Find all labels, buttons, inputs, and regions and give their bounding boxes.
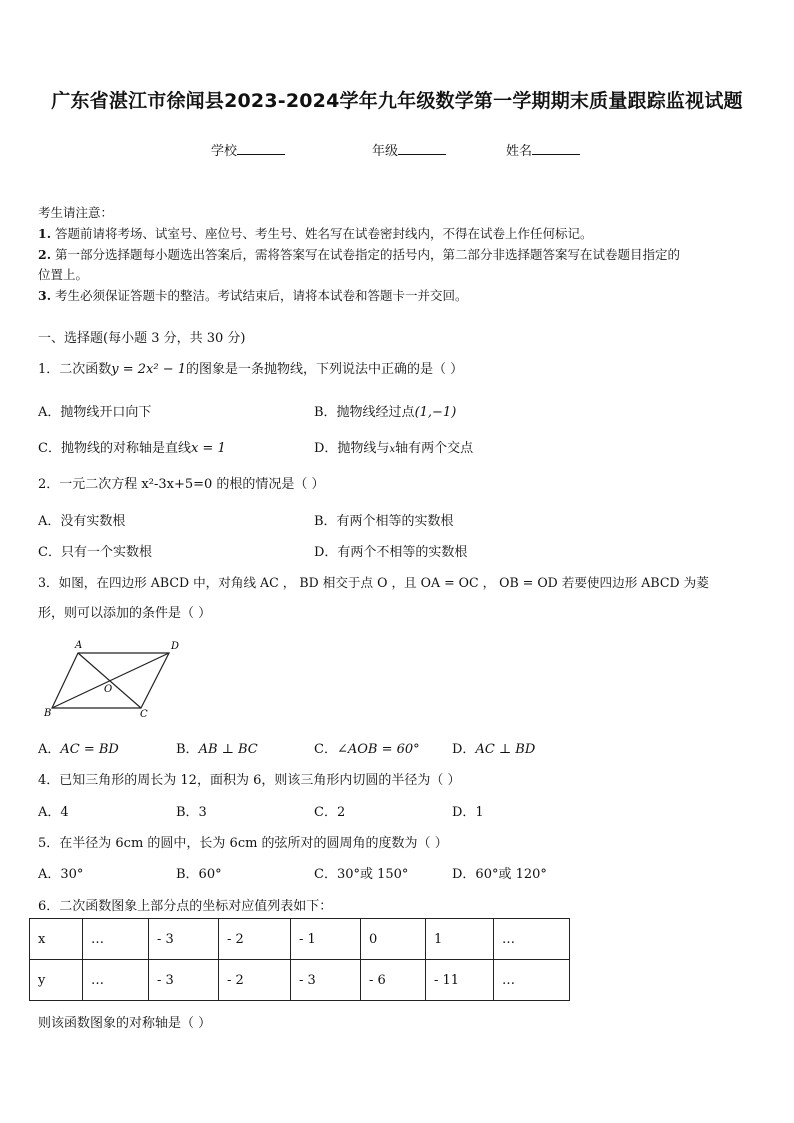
q1-stem-a: 1．二次函数 (38, 362, 112, 377)
q5-option-b: B．60° (176, 867, 222, 882)
notice-item-2 (38, 245, 680, 263)
q1-stem (38, 358, 463, 377)
table-cell: 1 (426, 919, 494, 960)
q6-stem: 6．二次函数图象上部分点的坐标对应值列表如下： (38, 899, 333, 914)
q3-option-c-pre: C． (314, 742, 337, 757)
name-field (506, 140, 580, 159)
table-cell: 0 (361, 919, 426, 960)
table-cell: - 3 (291, 960, 361, 1001)
name-blank (532, 141, 580, 155)
center-label-o: O (104, 684, 113, 695)
diagonal-bd (52, 653, 169, 708)
q3-option-b-math: AB ⊥ BC (198, 742, 258, 757)
q1-stem-b: 的图象是一条抛物线，下列说法中正确的是（ ） (186, 362, 464, 377)
q5-option-c: C．30°或 150° (314, 867, 409, 882)
q1-stem-math: y = 2x² − 1 (111, 362, 187, 377)
vertex-label-d: D (171, 641, 180, 652)
table-cell: … (494, 919, 570, 960)
q3-option-d (452, 738, 535, 757)
q5-option-d: D．60°或 120° (452, 867, 547, 882)
q5-stem: 5．在半径为 6cm 的圆中，长为 6cm 的弦所对的圆周角的度数为（ ） (38, 836, 448, 851)
table-cell: … (494, 960, 570, 1001)
q1-option-d (314, 437, 473, 456)
q1-option-d-math: x (389, 444, 396, 455)
school-field (211, 140, 285, 159)
q3-option-c-math: ∠AOB = 60° (336, 742, 420, 757)
q1-option-c (38, 437, 226, 456)
notice-heading: 考生请注意： (38, 205, 114, 220)
table-cell: - 3 (149, 919, 219, 960)
q3-option-b (176, 738, 258, 757)
notice-item-3-text: 考生必须保证答题卡的整洁。考试结束后，请将本试卷和答题卡一并交回。 (55, 288, 468, 303)
table-cell: … (83, 919, 149, 960)
notice-item-3-num: 3. (38, 288, 52, 303)
notice-item-1 (38, 224, 593, 242)
table-cell: x (30, 919, 83, 960)
q1-option-d-post: 轴有两个交点 (395, 441, 474, 456)
q1-option-c-math: x = 1 (190, 441, 226, 456)
table-cell: … (83, 960, 149, 1001)
q4-stem: 4．已知三角形的周长为 12，面积为 6，则该三角形内切圆的半径为（ ） (38, 773, 461, 788)
q2-option-a: A．没有实数根 (38, 514, 126, 529)
table-row-x (30, 919, 570, 960)
q3-option-c (314, 738, 420, 757)
q3-stem-line2: 形，则可以添加的条件是（ ） (38, 606, 212, 621)
q1-option-b (314, 401, 456, 420)
value-table (29, 918, 570, 1001)
q3-option-a (38, 738, 119, 757)
q3-option-b-pre: B． (176, 742, 199, 757)
table-cell: - 2 (219, 960, 291, 1001)
q4-option-a: A．4 (38, 805, 69, 820)
q2-option-b: B．有两个相等的实数根 (314, 514, 454, 529)
q3-option-a-math: AC = BD (60, 742, 119, 757)
grade-field (372, 140, 446, 159)
q3-option-a-pre: A． (38, 742, 61, 757)
table-cell: y (30, 960, 83, 1001)
table-cell: - 3 (149, 960, 219, 1001)
q6-followup: 则该函数图象的对称轴是（ ） (38, 1016, 212, 1031)
notice-item-2-cont: 位置上。 (38, 267, 89, 282)
section-heading: 一、选择题(每小题 3 分，共 30 分) (38, 331, 246, 346)
name-label: 姓名 (506, 144, 533, 159)
notice-item-1-num: 1. (38, 226, 52, 241)
grade-label: 年级 (372, 144, 399, 159)
q4-option-d: D．1 (452, 805, 484, 820)
q2-option-d: D．有两个不相等的实数根 (314, 545, 468, 560)
q4-option-c: C．2 (314, 805, 346, 820)
q1-option-a: A．抛物线开口向下 (38, 405, 152, 420)
vertex-label-c: C (140, 709, 148, 720)
q3-option-d-pre: D． (452, 742, 476, 757)
notice-item-1-text: 答题前请将考场、试室号、座位号、考生号、姓名写在试卷密封线内，不得在试卷上作任何标记。 (55, 226, 593, 241)
q1-option-c-text: C．抛物线的对称轴是直线 (38, 441, 191, 456)
q3-stem-line1: 3．如图，在四边形 ABCD 中，对角线 AC ， BD 相交于点 O ，且 OA = OC ， OB = OD 若要使四边形 ABCD 为菱 (38, 575, 709, 590)
notice-item-2-text: 第一部分选择题每小题选出答案后，需将答案写在试卷指定的括号内，第二部分非选择题答案写在试卷题目指定的 (55, 247, 681, 262)
school-blank (237, 141, 285, 155)
table-cell: - 2 (219, 919, 291, 960)
notice-item-2-num: 2. (38, 247, 52, 262)
table-cell: - 1 (291, 919, 361, 960)
q1-option-b-math: (1,−1) (414, 405, 457, 420)
table-cell: - 6 (361, 960, 426, 1001)
grade-blank (398, 141, 446, 155)
q4-option-b: B．3 (176, 805, 207, 820)
notice-item-3 (38, 286, 468, 304)
q1-option-d-pre: D．抛物线与 (314, 441, 390, 456)
q2-stem: 2．一元二次方程 x²-3x+5=0 的根的情况是（ ） (38, 477, 325, 492)
vertex-label-b: B (44, 708, 52, 719)
table-row-y (30, 960, 570, 1001)
table-cell: - 11 (426, 960, 494, 1001)
school-label: 学校 (211, 144, 238, 159)
q2-option-c: C．只有一个实数根 (38, 545, 152, 560)
q3-option-d-math: AC ⊥ BD (475, 742, 536, 757)
vertex-label-a: A (75, 640, 83, 651)
q5-option-a: A．30° (38, 867, 84, 882)
page-title: 广东省湛江市徐闻县2023-2024学年九年级数学第一学期期末质量跟踪监视试题 (51, 90, 743, 112)
q1-option-b-text: B．抛物线经过点 (314, 405, 415, 420)
parallelogram-figure (38, 636, 188, 721)
